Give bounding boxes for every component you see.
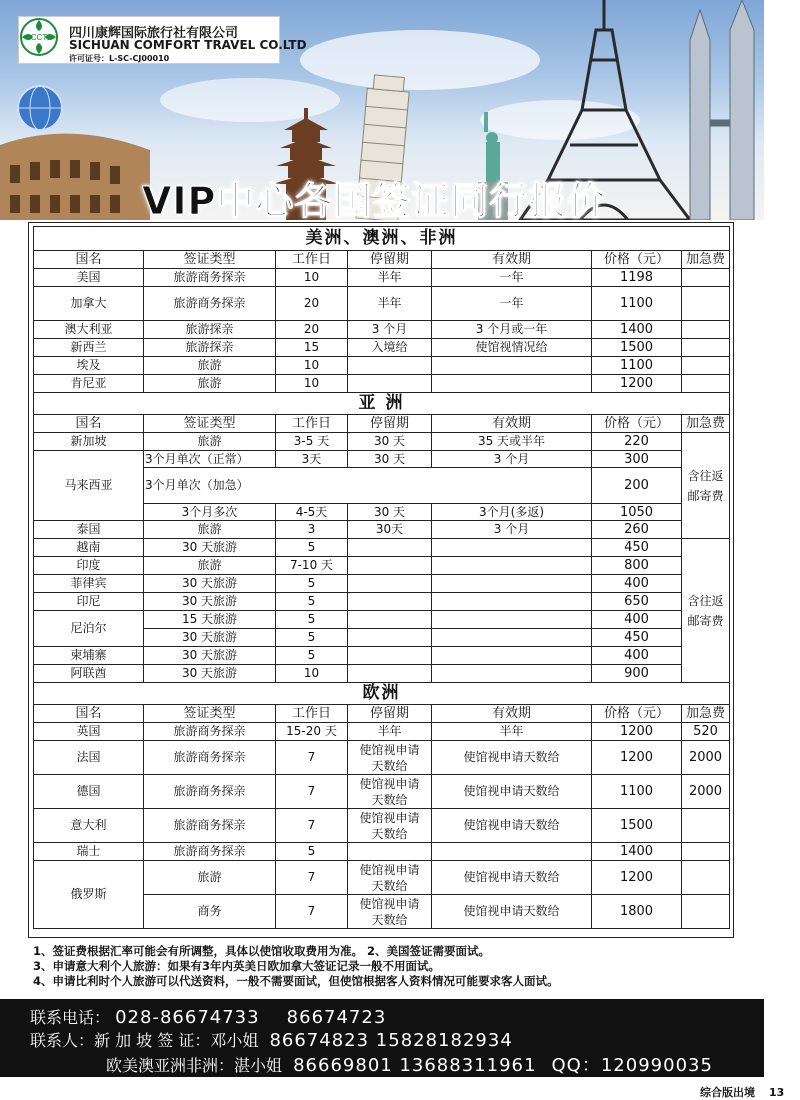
page-footer xyxy=(700,1084,784,1100)
section-title-americas: 美洲、澳洲、非洲 xyxy=(34,227,730,251)
landmark-banner xyxy=(0,0,764,220)
table-row: 德国 旅游商务探亲 7 使馆视申请天数给 使馆视申请天数给 1100 2000 xyxy=(34,775,730,809)
table-row: 瑞士 旅游商务探亲 5 1400 xyxy=(34,843,730,861)
table-row: 意大利 旅游商务探亲 7 使馆视申请天数给 使馆视申请天数给 1500 xyxy=(34,809,730,843)
license-number: 许可证号：L-SC-CJ00010 xyxy=(69,54,170,63)
col-header: 价格（元） xyxy=(592,251,682,269)
section-label: 综合版出境 xyxy=(700,1086,755,1099)
table-row: 阿联酋 30 天旅游 10 900 xyxy=(34,665,730,683)
table-row: 埃及 旅游 10 1100 xyxy=(34,357,730,375)
price-table-wrapper xyxy=(33,226,729,929)
table-row: 3个月单次（加急） 200 xyxy=(34,468,730,504)
phone-number: 86674723 xyxy=(286,1007,387,1028)
table-row: 俄罗斯 旅游 7 使馆视申请天数给 使馆视申请天数给 1200 xyxy=(34,861,730,895)
col-header: 加急费 xyxy=(682,251,730,269)
page-number: 13 xyxy=(769,1086,785,1099)
contact-person-line: 联系人：新 加 坡 签 证：邓小姐 86674823 15828182934 xyxy=(30,1030,513,1051)
note-line: 1、签证费根据汇率可能会有所调整，具体以使馆收取费用为准。 2、美国签证需要面试。 xyxy=(33,944,491,958)
table-row: 30 天旅游 5 450 xyxy=(34,629,730,647)
table-row: 印度 旅游 7-10 天 800 xyxy=(34,557,730,575)
section-title-asia: 亚 洲 xyxy=(34,393,730,415)
contact-person-line: 欧美澳亚洲非洲：湛小姐 86669801 13688311961 QQ：120990035 xyxy=(106,1055,713,1076)
table-row: 新西兰 旅游探亲 15 入境给 使馆视情况给 1500 xyxy=(34,339,730,357)
page-headline: VIP中心各国签证同行报价 xyxy=(142,179,607,220)
table-row: 商务 7 使馆视申请天数给 使馆视申请天数给 1800 xyxy=(34,895,730,929)
phone-number: 86669801 13688311961 xyxy=(293,1055,537,1076)
svg-text:CCT: CCT xyxy=(30,33,48,42)
table-header-row: 国名 签证类型 工作日 停留期 有效期 价格（元） 加急费 xyxy=(34,415,730,433)
note-line: 3、申请意大利个人旅游：如果有3年内英美日欧加拿大签证记录一般不用面试。 xyxy=(33,959,440,973)
table-row: 美国 旅游商务探亲 10 半年 一年 1198 xyxy=(34,269,730,287)
col-header: 国名 xyxy=(34,251,144,269)
mail-fee-note: 含往返邮寄费 xyxy=(682,539,730,683)
col-header: 有效期 xyxy=(432,251,592,269)
company-logo-block xyxy=(18,16,307,64)
table-row: 印尼 30 天旅游 5 650 xyxy=(34,593,730,611)
table-row: 法国 旅游商务探亲 7 使馆视申请天数给 使馆视申请天数给 1200 2000 xyxy=(34,741,730,775)
phone-number: 028-86674733 xyxy=(115,1007,260,1028)
section-title-europe: 欧洲 xyxy=(34,683,730,705)
table-header-row xyxy=(34,251,730,269)
table-header-row: 国名 签证类型 工作日 停留期 有效期 价格（元） 加急费 xyxy=(34,705,730,723)
table-row: 英国 旅游商务探亲 15-20 天 半年 半年 1200 520 xyxy=(34,723,730,741)
notes-block xyxy=(33,944,753,989)
mail-fee-note: 含往返邮寄费 xyxy=(682,433,730,539)
col-header: 工作日 xyxy=(276,251,348,269)
table-row: 肯尼亚 旅游 10 1200 xyxy=(34,375,730,393)
table-row: 越南 30 天旅游 5 450 含往返邮寄费 xyxy=(34,539,730,557)
company-name-en: SICHUAN COMFORT TRAVEL CO.LTD xyxy=(69,38,307,52)
contact-phone-line: 联系电话： 028-86674733 86674723 xyxy=(30,1007,387,1028)
table-row: 菲律宾 30 天旅游 5 400 xyxy=(34,575,730,593)
qq-number: QQ：120990035 xyxy=(551,1055,713,1076)
table-row: 加拿大 旅游商务探亲 20 半年 一年 1100 xyxy=(34,287,730,321)
table-row: 澳大利亚 旅游探亲 20 3 个月 3 个月或一年 1400 xyxy=(34,321,730,339)
visa-price-table xyxy=(33,226,730,929)
col-header: 停留期 xyxy=(348,251,432,269)
table-row: 马来西亚 3个月单次（正常） 3天 30 天 3 个月 300 xyxy=(34,451,730,468)
table-row: 新加坡 旅游 3-5 天 30 天 35 天或半年 220 含往返邮寄费 xyxy=(34,433,730,451)
twin-towers-icon xyxy=(690,0,754,220)
table-row: 尼泊尔 15 天旅游 5 400 xyxy=(34,611,730,629)
cct-logo-icon xyxy=(19,17,59,57)
table-row: 泰国 旅游 3 30天 3 个月 260 xyxy=(34,521,730,539)
table-row: 柬埔寨 30 天旅游 5 400 xyxy=(34,647,730,665)
col-header: 签证类型 xyxy=(144,251,276,269)
company-name-cn: 四川康辉国际旅行社有限公司 xyxy=(69,26,239,41)
note-line: 4、申请比利时个人旅游可以代送资料，一般不需要面试，但使馆根据客人资料情况可能要求客人面试。 xyxy=(33,974,559,988)
phone-number: 86674823 15828182934 xyxy=(269,1030,513,1051)
contact-bar xyxy=(0,999,764,1077)
table-row: 3个月多次 4-5天 30 天 3个月(多返) 1050 xyxy=(34,504,730,521)
